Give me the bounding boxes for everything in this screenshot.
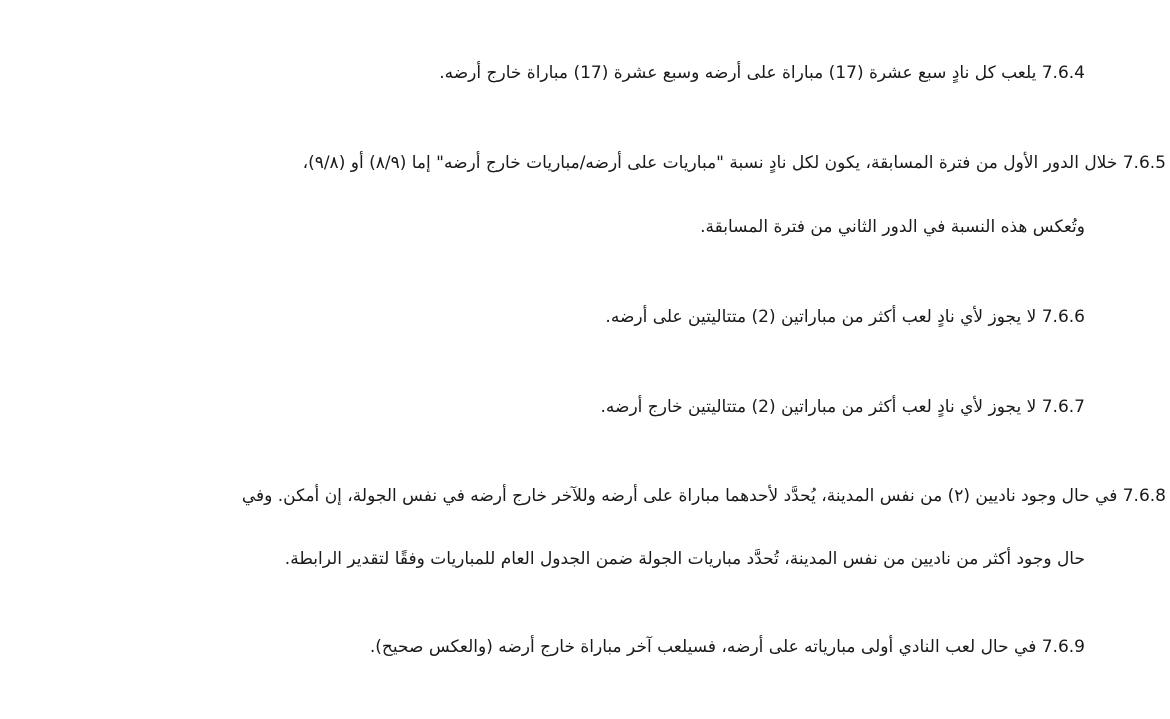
- clause-text-line: 7.6.8 في حال وجود ناديين (٢) من نفس المدينة، يُحدَّد لأحدهما مباراة على أرضه وللآخر خارج أرضه في نفس الجولة، إن أمكن. وفي: [241, 486, 1166, 506]
- clause-text-line: وتُعكس هذه النسبة في الدور الثاني من فترة المسابقة.: [700, 217, 1085, 237]
- clause-text-line: 7.6.5 خلال الدور الأول من فترة المسابقة، يكون لكل نادٍ نسبة "مباريات على أرضه/مباريات خارج أرضه" إما (٨/٩) أو (٩/٨)،: [302, 153, 1166, 173]
- clause-text-line: حال وجود أكثر من ناديين من نفس المدينة، تُحدَّد مباريات الجولة ضمن الجدول العام للمباريات وفقًا لتقدير الرابطة.: [284, 549, 1085, 569]
- clause-text-line: 7.6.6 لا يجوز لأي نادٍ لعب أكثر من مباراتين (2) متتاليتين على أرضه.: [605, 307, 1085, 327]
- clause-text-line: 7.6.9 في حال لعب النادي أولى مبارياته على أرضه، فسيلعب آخر مباراة خارج أرضه (والعكس صحيح).: [369, 637, 1085, 657]
- clause-text-line: 7.6.7 لا يجوز لأي نادٍ لعب أكثر من مباراتين (2) متتاليتين خارج أرضه.: [600, 397, 1085, 417]
- clause-text-line: 7.6.4 يلعب كل نادٍ سبع عشرة (17) مباراة على أرضه وسبع عشرة (17) مباراة خارج أرضه.: [439, 63, 1085, 83]
